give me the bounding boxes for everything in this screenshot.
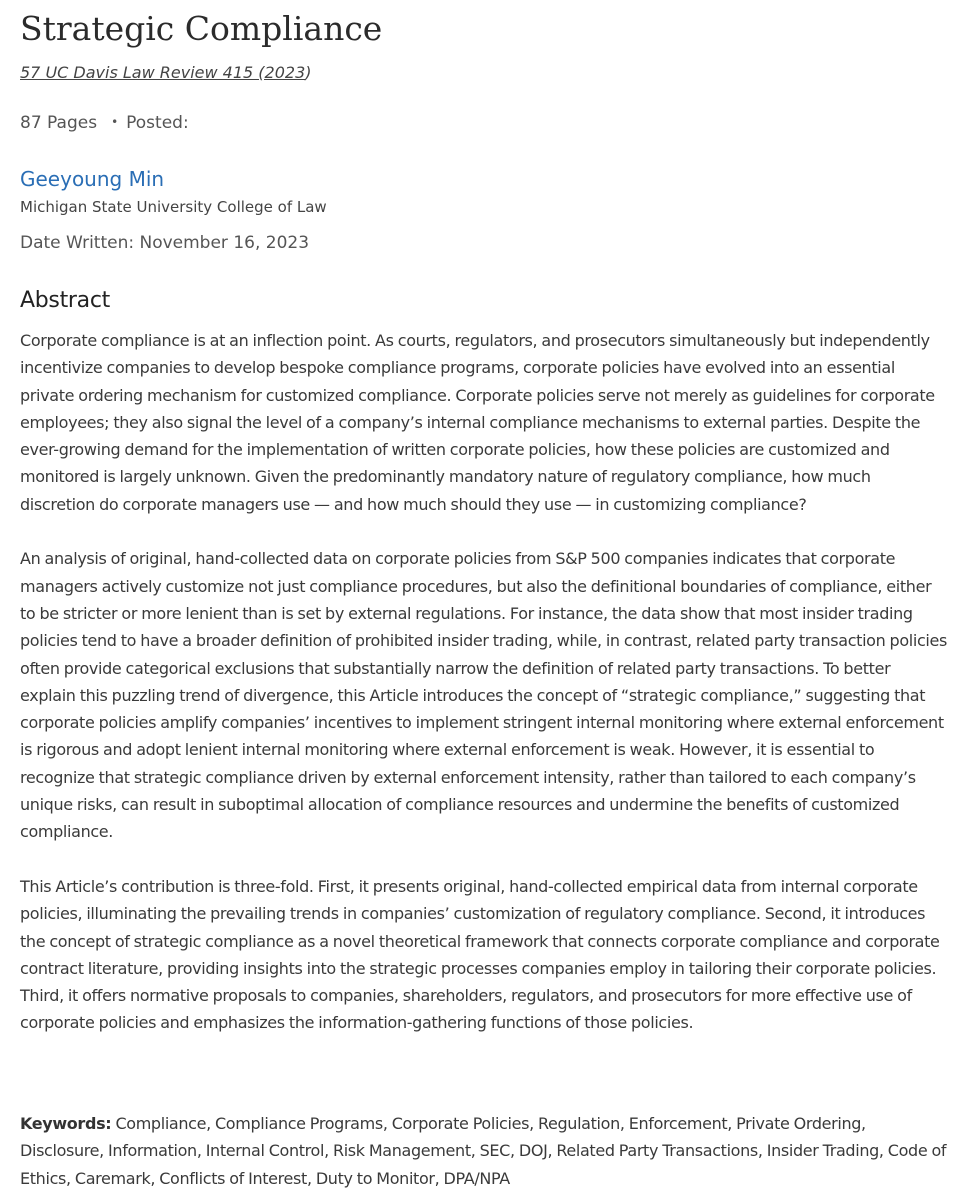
paper-title: Strategic Compliance xyxy=(20,9,383,48)
abstract-body xyxy=(20,327,948,1064)
keywords xyxy=(20,1110,948,1192)
citation-link[interactable]: 57 UC Davis Law Review 415 (2023 xyxy=(20,63,306,82)
separator-dot: • xyxy=(111,115,119,129)
abstract-paragraph-3: This Article’s contribution is three-fold. First, it presents original, hand-collected empirical data from internal corporate policies, illuminating the prevailing trends in companies’ customization of regulatory compliance. Second, it introduces the concept of strategic compliance as a novel theoretical framework that connects corporate compliance and corporate contract literature, providing insights into the strategic processes companies employ in tailoring their corporate policies. Third, it offers normative proposals to companies, shareholders, regulators, and prosecutors for more effective use of corporate policies and emphasizes the information-gathering functions of those policies. xyxy=(20,876,940,1033)
keywords-list: Compliance, Compliance Programs, Corporate Policies, Regulation, Enforcement, Private Ordering, Disclosure, Information, Internal Control, Risk Management, SEC, DOJ, Related Party Transactions, Insider Trading, Code of Ethics, Caremark, Conflicts of Interest, Duty to Monitor, DPA/NPA xyxy=(20,1114,947,1188)
posted-label: Posted: xyxy=(126,113,189,133)
abstract-heading: Abstract xyxy=(20,288,110,313)
abstract-paragraph-1: Corporate compliance is at an inflection point. As courts, regulators, and prosecutors simultaneously but independently incentivize companies to develop bespoke compliance programs, corporate policies have evolved into an essential private ordering mechanism for customized compliance. Corporate policies serve not merely as guidelines for corporate employees; they also signal the level of a company’s internal compliance mechanisms to external parties. Despite the ever-growing demand for the implementation of written corporate policies, how these policies are customized and monitored is largely unknown. Given the predominantly mandatory nature of regulatory compliance, how much discretion do corporate managers use — and how much should they use — in customizing compliance? xyxy=(20,331,935,514)
date-written: Date Written: November 16, 2023 xyxy=(20,233,310,253)
author-link[interactable]: Geeyoung Min xyxy=(20,167,165,191)
citation-suffix: ) xyxy=(305,63,312,82)
keywords-label: Keywords: xyxy=(20,1114,112,1133)
page-count: 87 Pages xyxy=(20,113,98,133)
abstract-paragraph-2: An analysis of original, hand-collected data on corporate policies from S&P 500 companies indicates that corporate managers actively customize not just compliance procedures, but also the definitional boundaries of compliance, either to be stricter or more lenient than is set by external regulations. For instance, the data show that most insider trading policies tend to have a broader definition of prohibited insider trading, while, in contrast, related party transaction policies often provide categorical exclusions that substantially narrow the definition of related party transactions. To better explain this puzzling trend of divergence, this Article introduces the concept of “strategic compliance,” suggesting that corporate policies amplify companies’ incentives to implement stringent internal monitoring where external enforcement is rigorous and adopt lenient internal monitoring where external enforcement is weak. However, it is essential to recognize that strategic compliance driven by external enforcement intensity, rather than tailored to each company’s unique risks, can result in suboptimal allocation of compliance resources and undermine the benefits of customized compliance. xyxy=(20,549,947,842)
author-affiliation: Michigan State University College of Law xyxy=(20,198,327,216)
citation xyxy=(20,62,312,84)
paper-meta xyxy=(20,110,189,135)
